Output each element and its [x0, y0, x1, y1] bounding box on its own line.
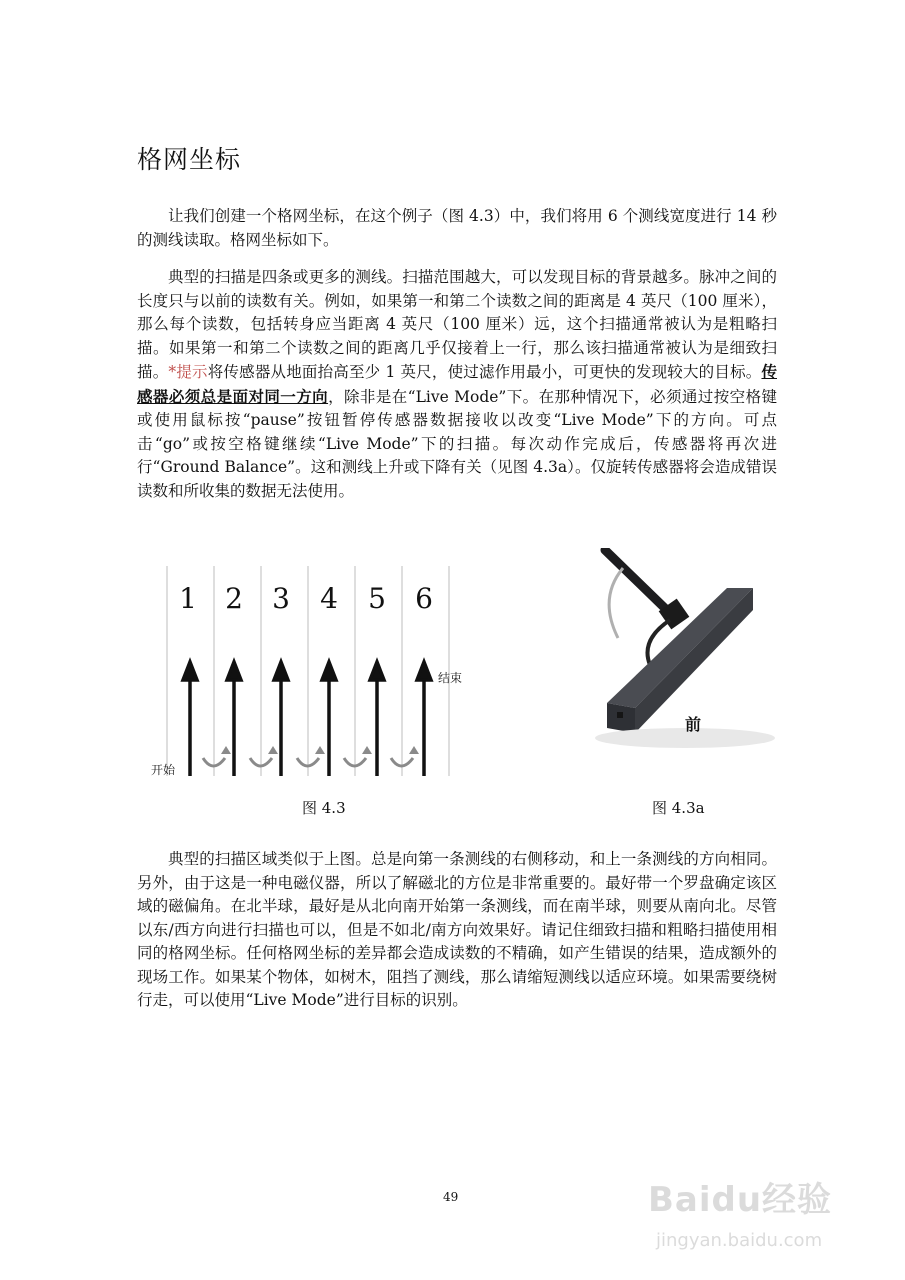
sensor-direction-emphasis: 传感器必须总是面对同一方向 — [137, 362, 777, 406]
arrow-up-icon — [417, 662, 431, 680]
line-number-1: 1 — [179, 582, 197, 615]
intro-paragraph — [137, 205, 777, 252]
grid-figure — [145, 556, 480, 786]
line-number-3: 3 — [272, 582, 290, 615]
grid-diagram — [145, 556, 480, 786]
end-label: 结束 — [438, 671, 463, 685]
scan-text-b: 将传感器从地面抬高至少 1 英尺，使过滤作用最小，可更快的发现较大的目标。 — [207, 363, 762, 381]
sensor-illustration — [575, 548, 790, 778]
arrow-up-icon — [183, 662, 197, 680]
line-number-2: 2 — [225, 582, 243, 615]
arrow-up-icon — [322, 662, 336, 680]
figure-caption-right: 图 4.3a — [652, 799, 705, 817]
scan-paragraph — [137, 266, 777, 503]
arrow-up-icon — [274, 662, 288, 680]
intro-text: 让我们创建一个格网坐标，在这个例子（图 4.3）中，我们将用 6 个测线宽度进行 14 秒的测线读取。格网坐标如下。 — [137, 207, 777, 249]
watermark-logo-text: Baidu经验 — [648, 1180, 833, 1220]
line-number-4: 4 — [320, 582, 338, 615]
line-number-6: 6 — [415, 582, 433, 615]
figure-caption-left: 图 4.3 — [302, 799, 346, 817]
scan-text-a: 典型的扫描是四条或更多的测线。扫描范围越大，可以发现目标的背景越多。脉冲之间的长度只与以前的读数有关。例如，如果第一和第二个读数之间的距离是 4 英尺（100 厘米），那么每个读数，包括转身应当距离 4 英尺（100 厘米）远，这个扫描通常被认为是粗略扫描。如果第一和第二个读数之间的距离几乎仅接着上一行，那么该扫描通常被认为是细致扫描。 — [137, 268, 777, 381]
scan-text-c: ，除非是在“Live Mode”下。在那种情况下，必须通过按空格键或使用鼠标按“pause”按钮暂停传感器数据接收以改变“Live Mode”下的方向。可点击“go”或按空格键继续“Live Mode”下的扫描。每次动作完成后，传感器将再次进行“Ground Balance”。这和测线上升或下降有关（见图 4.3a）。仅旋转传感器将会造成错误读数和所收集的数据无法使用。 — [137, 387, 777, 500]
area-text: 典型的扫描区域类似于上图。总是向第一条测线的右侧移动，和上一条测线的方向相同。另外，由于这是一种电磁仪器，所以了解磁北的方位是非常重要的。最好带一个罗盘确定该区域的磁偏角。在北半球，最好是从北向南开始第一条测线，而在南半球，则要从南向北。尽管以东/西方向进行扫描也可以，但是不如北/南方向效果好。请记住细致扫描和粗略扫描使用相同的格网坐标。任何格网坐标的差异都会造成读数的不精确，如产生错误的结果，造成额外的现场工作。如果某个物体，如树木，阻挡了测线，那么请缩短测线以适应环境。如果需要绕树行走，可以使用“Live Mode”进行目标的识别。 — [137, 850, 777, 1009]
arrow-up-icon — [227, 662, 241, 680]
area-paragraph — [137, 848, 777, 1013]
line-number-5: 5 — [368, 582, 386, 615]
front-label: 前 — [685, 715, 702, 734]
page-number: 49 — [443, 1190, 459, 1204]
watermark — [648, 1150, 868, 1270]
page-title: 格网坐标 — [137, 145, 242, 174]
arrow-up-icon — [370, 662, 384, 680]
watermark-url: jingyan.baidu.com — [656, 1230, 823, 1251]
start-label: 开始 — [151, 763, 176, 777]
sensor-figure — [575, 548, 790, 778]
hint-label: *提示 — [168, 363, 208, 381]
